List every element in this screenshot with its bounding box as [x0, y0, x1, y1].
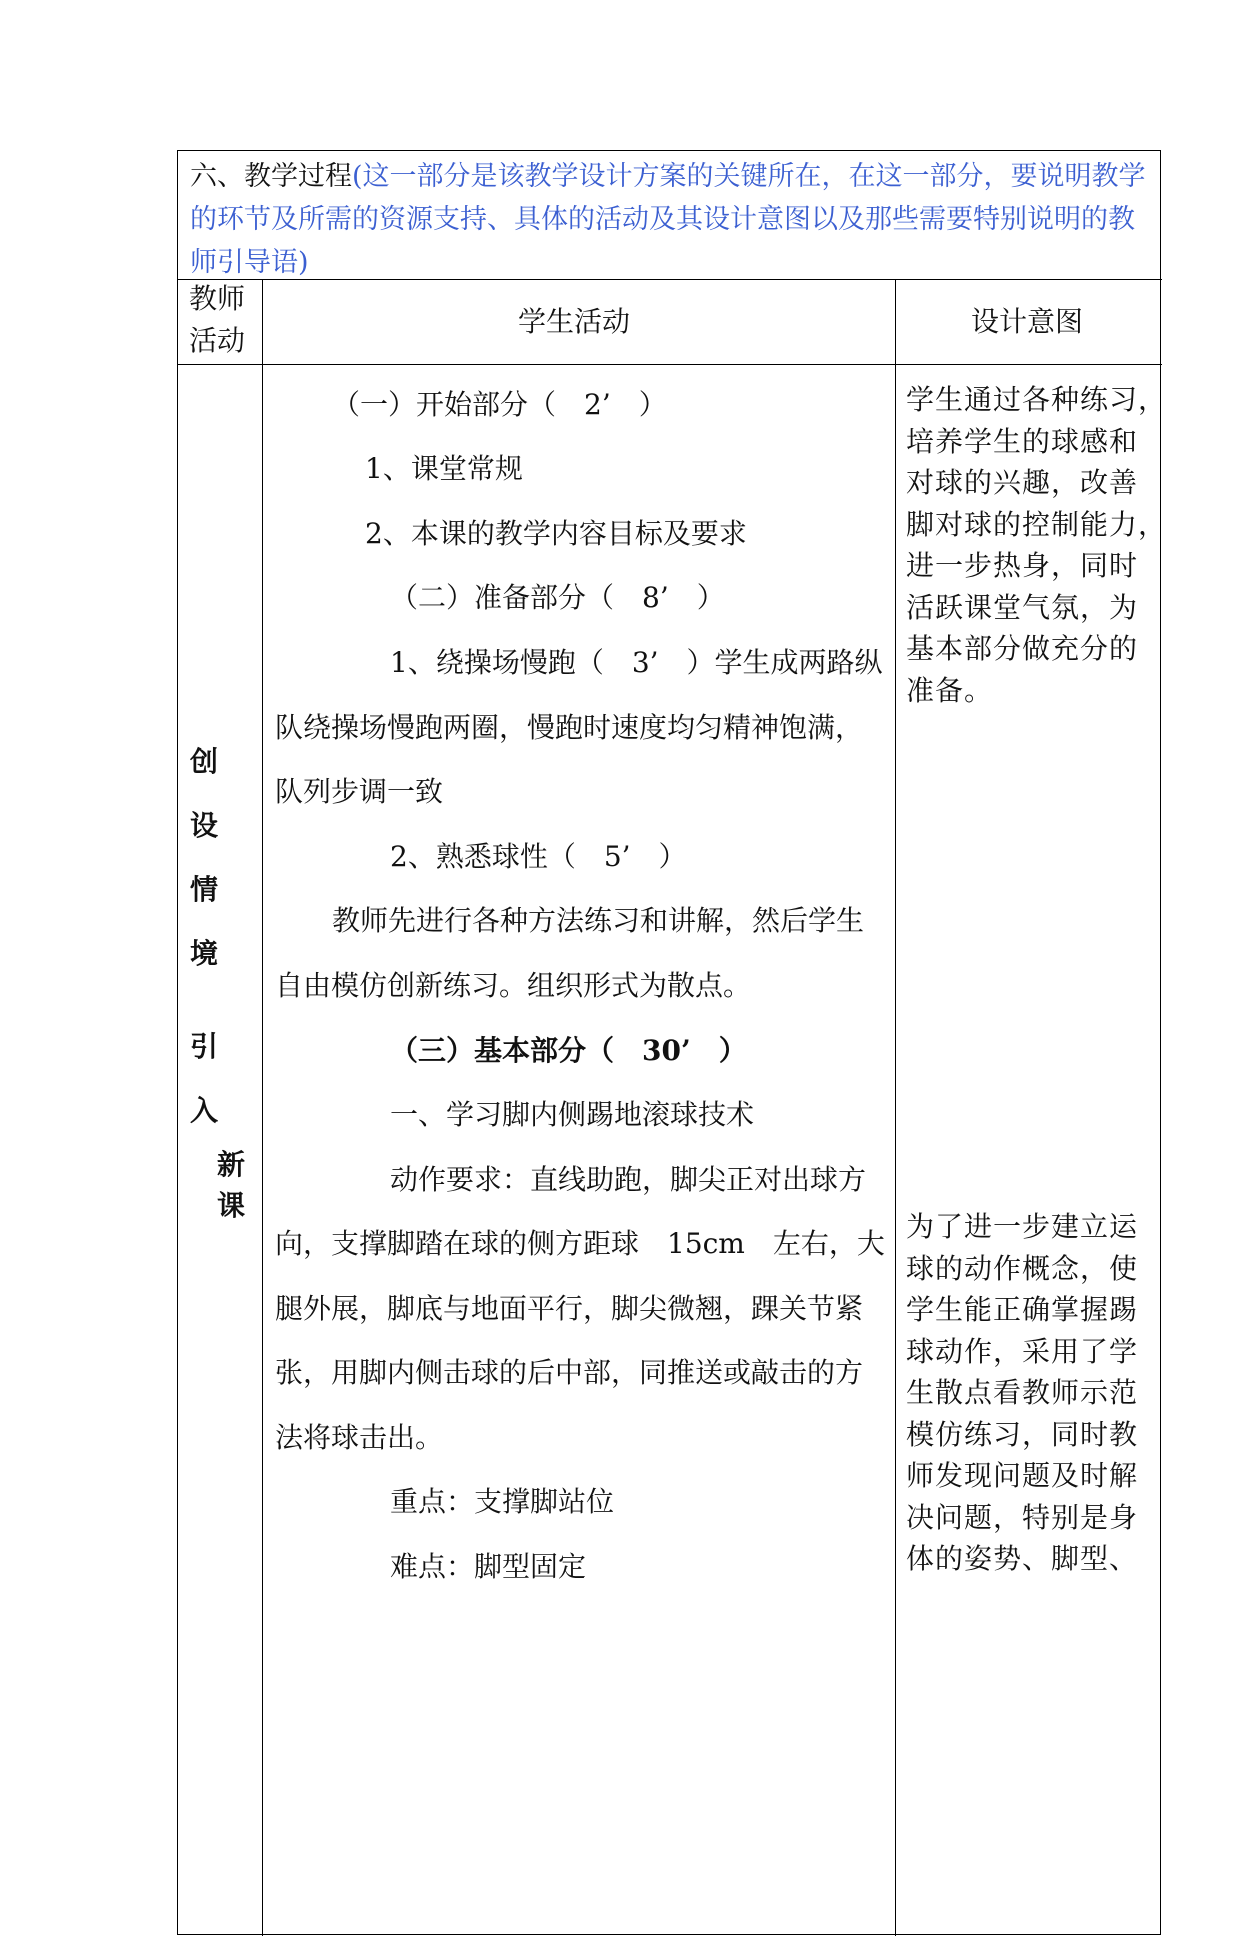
student-line: 腿外展，脚底与地面平行，脚尖微翘，踝关节紧 [275, 1292, 864, 1325]
student-line: 自由模仿创新练习。组织形式为散点。 [275, 969, 752, 1002]
design-line: 学生通过各种练习， [906, 383, 1168, 416]
design-line: 生散点看教师示范 [906, 1376, 1139, 1409]
student-line: 张，用脚内侧击球的后中部，同推送或敲击的方 [275, 1356, 864, 1389]
lesson-table [177, 150, 1168, 1935]
design-line: 师发现问题及时解 [906, 1459, 1139, 1492]
student-line: 队列步调一致 [275, 775, 444, 808]
header-teacher-activity [189, 278, 259, 362]
student-line: 2、本课的教学内容目标及要求 [365, 517, 747, 550]
teacher-char-2: 设 [190, 809, 219, 842]
student-line: （二）准备部分（ 8’ ） [390, 581, 725, 614]
design-line: 进一步热身，同时 [906, 549, 1139, 582]
design-line: 体的姿势、脚型、 [906, 1542, 1139, 1575]
student-line: 教师先进行各种方法练习和讲解，然后学生 [332, 904, 865, 937]
student-line: 向，支撑脚踏在球的侧方距球 15cm 左右，大 [275, 1227, 885, 1260]
design-line: 球动作，采用了学 [906, 1334, 1139, 1368]
teacher-char-5: 引 [190, 1030, 219, 1063]
design-line: 脚对球的控制能力， [906, 507, 1168, 541]
header-teacher-line-1: 教师 [189, 282, 246, 315]
teacher-char-4: 境 [190, 937, 219, 970]
teacher-char-3: 情 [190, 873, 219, 906]
design-line: 对球的兴趣，改善 [906, 466, 1139, 499]
design-line: 决问题，特别是身 [906, 1500, 1139, 1534]
design-line: 球的动作概念，使 [906, 1251, 1139, 1285]
student-line: 队绕操场慢跑两圈，慢跑时速度均匀精神饱满， [275, 711, 864, 744]
teacher-char-6: 入 [190, 1094, 219, 1127]
student-line: 2、熟悉球性（ 5’ ） [390, 840, 687, 873]
header-design-intent: 设计意图 [971, 305, 1084, 338]
header-student-activity: 学生活动 [518, 305, 631, 338]
student-line: 法将球击出。 [275, 1421, 444, 1454]
row-divider-colheads [178, 364, 1162, 365]
design-line: 为了进一步建立运 [906, 1210, 1139, 1243]
new-lesson-char-2: 课 [217, 1189, 246, 1222]
section-header [190, 155, 1150, 284]
design-line: 活跃课堂气氛，为 [906, 590, 1139, 624]
section-title: 六、教学过程 [190, 161, 352, 192]
student-line: 动作要求：直线助跑，脚尖正对出球方 [390, 1163, 867, 1196]
design-intent-block-2 [906, 1206, 1151, 1580]
design-line: 模仿练习，同时教 [906, 1417, 1139, 1451]
student-line: 难点：脚型固定 [390, 1550, 587, 1583]
design-line: 培养学生的球感和 [906, 424, 1139, 458]
col-divider-2 [895, 279, 896, 1936]
student-line: 一、学习脚内侧踢地滚球技术 [390, 1098, 755, 1131]
teacher-char-1: 创 [190, 745, 219, 778]
design-line: 学生能正确掌握踢 [906, 1293, 1139, 1326]
design-line: 基本部分做充分的 [906, 632, 1139, 665]
student-line: 1、绕操场慢跑（ 3’ ）学生成两路纵 [390, 646, 883, 679]
student-line: （三）基本部分（ 30’ ） [390, 1034, 747, 1067]
design-intent-block-1 [906, 379, 1168, 711]
new-lesson-char-1: 新 [217, 1148, 246, 1181]
design-line: 准备。 [906, 673, 994, 707]
col-divider-1 [262, 279, 263, 1936]
student-line: （一）开始部分（ 2’ ） [332, 388, 667, 421]
section-note: (这一部分是该教学设计方案的关键所在，在这一部分，要说明教学的环节及所需的资源支持、具体的活动及其设计意图以及那些需要特别说明的教师引导语) [190, 161, 1146, 278]
student-line: 1、课堂常规 [365, 452, 523, 485]
header-teacher-line-2: 活动 [189, 324, 246, 357]
student-line: 重点：支撑脚站位 [390, 1485, 615, 1518]
